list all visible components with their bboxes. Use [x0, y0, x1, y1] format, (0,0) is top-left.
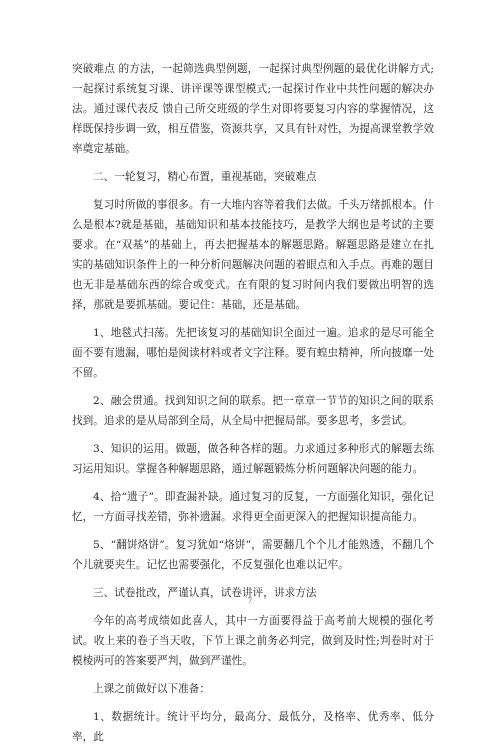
list-item-3: 3、知识的运用。做题，做各种各样的题。力求通过多种形式的解题去练习运用知识。掌握各种解题思路，通过解题锻炼分析问题解决问题的能力。 [72, 443, 434, 475]
list-item-1: 1、地毯式扫荡。先把该复习的基础知识全面过一遍。追求的是尽可能全面不要有遗漏，哪怕是阅读材料或者文字注释。要有蝗虫精神，所向披靡一处不留。 [72, 327, 434, 379]
paragraph-intro: 突破难点 的方法，一起筛选典型例题，一起探讨典型例题的最优化讲解方式;一起探讨系统复习课、讲评课等课型模式;一起探讨作业中共性问题的解决办法。通过课代表反 馈自己所交班级的学生对即将要复习内容的掌握情况，这样既保持步调一致，相互借鉴，资源共享，又具有针对性，为提高课堂教学效率奠定基础。 [72, 63, 434, 155]
list-item-2: 2、融会贯通。找到知识之间的联系。把一章章一节节的知识之间的联系找到。追求的是从局部到全局，从全局中把握局部。要多思考，多尝试。 [72, 395, 434, 427]
document-body [72, 59, 434, 755]
section-heading-2: 二、一轮复习，精心布置，重视基础，突破难点 [93, 171, 317, 183]
paragraph-preparation: 上课之前做好以下准备： [93, 683, 211, 695]
page-number: 7 [247, 597, 253, 605]
paragraph-grading: 今年的高考成绩如此喜人，其中一方面要得益于高考前大规模的强化考试。收上来的卷子当天收，下节上课之前务必判完，做到及时性;判卷时对于模棱两可的答案要严判，做到严谨性。 [72, 615, 434, 667]
list-item-5: 5、“翻饼烙饼”。复习犹如“烙饼”，需要翻几个个儿才能熟透，不翻几个个儿就要夹生。记忆也需要强化，不反复强化也难以记牢。 [72, 539, 434, 571]
paragraph-basics: 复习时所做的事很多。有一大堆内容等着我们去做。千头万绪抓根本。什么是根本?就是基础，基础知识和基本技能技巧，是教学大纲也是考试的主要要求。在“双基”的基础上，再去把握基本的解题思路。解题思路是建立在扎实的基础知识条件上的一种分析问题解决问题的着眼点和入手点。再难的题目也无非是基础东西的综合或变式。在有限的复习时间内我们要做出明智的选择，那就是要抓基础。要记住：基础，还是基础。 [72, 199, 434, 311]
list-item-4: 4、拾“遗子”。即查漏补缺。通过复习的反复，一方面强化知识，强化记忆，一方面寻找差错，弥补遗漏。求得更全面更深入的把握知识提高能力。 [72, 491, 434, 523]
section-heading-3: 三、试卷批改，严谨认真，试卷讲评，讲求方法 [93, 587, 317, 599]
list-item-statistics: 1、数据统计。统计平均分，最高分、最低分，及格率、优秀率、低分率，此 [72, 711, 434, 743]
